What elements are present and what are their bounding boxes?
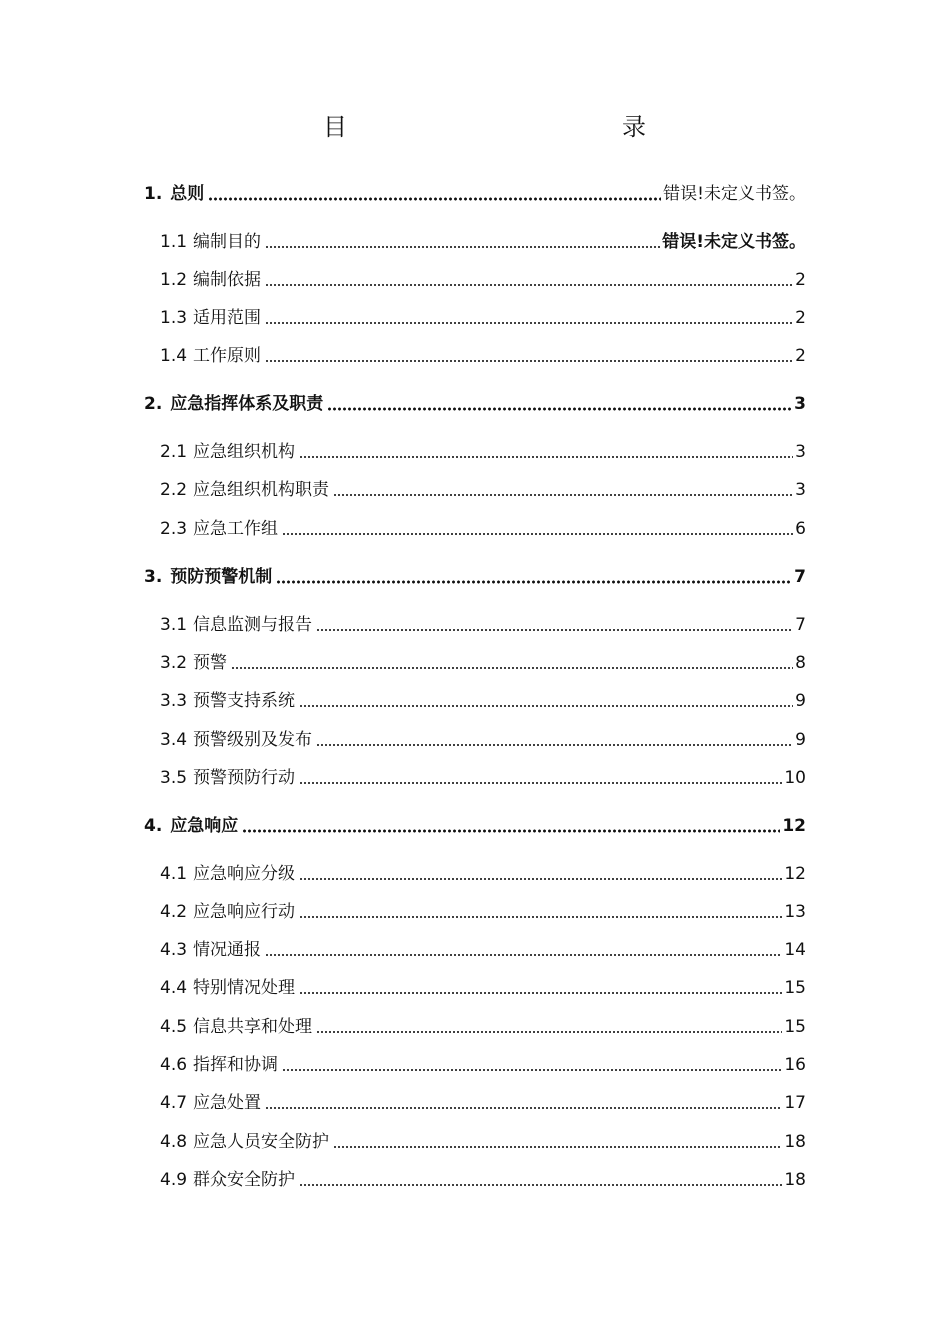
toc-entry-label: 编制目的 (193, 232, 262, 252)
toc-dot-leader (333, 1145, 782, 1149)
toc-entry-label: 预警级别及发布 (193, 730, 313, 750)
toc-chapter-entry[interactable] (144, 564, 806, 590)
toc-entry-page-number: 12 (784, 864, 806, 884)
toc-section-entry[interactable] (160, 267, 806, 293)
toc-entry-number: 4.4 (160, 978, 188, 998)
toc-entry-page-number: 7 (794, 567, 806, 587)
toc-entry-page-number: 2 (795, 308, 806, 328)
toc-entry-number: 1. (144, 184, 163, 204)
toc-dot-leader (316, 743, 793, 747)
toc-dot-leader (208, 197, 661, 201)
toc-entry-page-number: 13 (784, 902, 806, 922)
toc-dot-leader (299, 877, 782, 881)
toc-entry-number: 3.1 (160, 615, 188, 635)
toc-entry-number: 4.3 (160, 940, 188, 960)
toc-title-char-1: 目 (323, 113, 347, 141)
toc-entry-label: 预警支持系统 (193, 691, 296, 711)
toc-entry-page-number: 7 (795, 615, 806, 635)
toc-dot-leader (316, 1030, 782, 1034)
toc-section-entry[interactable] (160, 765, 806, 791)
toc-entry-page-number: 18 (784, 1132, 806, 1152)
toc-section-entry[interactable] (160, 305, 806, 331)
toc-entry-number: 1.1 (160, 232, 188, 252)
toc-entry-number: 3.5 (160, 768, 188, 788)
toc-entry-number: 3.3 (160, 691, 188, 711)
toc-entry-label: 编制依据 (193, 270, 262, 290)
toc-entry-number: 2.1 (160, 442, 188, 462)
toc-entry-label: 总则 (170, 184, 205, 204)
toc-chapter-entry[interactable] (144, 391, 806, 417)
toc-entry-page-number: 6 (795, 519, 806, 539)
toc-dot-leader (299, 455, 793, 459)
toc-entry-number: 3. (144, 567, 163, 587)
toc-section-entry[interactable] (160, 1052, 806, 1078)
toc-entry-label: 指挥和协调 (193, 1055, 279, 1075)
toc-entry-label: 应急响应 (170, 816, 239, 836)
toc-dot-leader (265, 1106, 782, 1110)
toc-entry-label: 应急响应分级 (193, 864, 296, 884)
toc-entry-page-number: 9 (795, 730, 806, 750)
toc-dot-leader (282, 1068, 782, 1072)
toc-dot-leader (265, 359, 793, 363)
toc-entry-number: 3.2 (160, 653, 188, 673)
toc-entry-label: 应急指挥体系及职责 (170, 394, 324, 414)
toc-dot-leader (276, 580, 792, 584)
toc-dot-leader (242, 829, 780, 833)
toc-entry-page-number: 18 (784, 1170, 806, 1190)
toc-dot-leader (299, 781, 782, 785)
toc-section-entry[interactable] (160, 727, 806, 753)
toc-entry-page-number: 错误!未定义书签。 (662, 232, 806, 252)
toc-title-char-2: 录 (622, 113, 646, 141)
toc-section-entry[interactable] (160, 439, 806, 465)
toc-dot-leader (265, 321, 793, 325)
toc-entry-number: 4.6 (160, 1055, 188, 1075)
toc-dot-leader (282, 532, 793, 536)
toc-section-entry[interactable] (160, 1090, 806, 1116)
toc-entry-page-number: 9 (795, 691, 806, 711)
toc-entry-label: 应急响应行动 (193, 902, 296, 922)
toc-entry-label: 应急组织机构职责 (193, 480, 330, 500)
toc-section-entry[interactable] (160, 612, 806, 638)
toc-entry-page-number: 16 (784, 1055, 806, 1075)
toc-entry-page-number: 14 (784, 940, 806, 960)
toc-entry-number: 2.3 (160, 519, 188, 539)
toc-dot-leader (299, 915, 782, 919)
toc-section-entry[interactable] (160, 516, 806, 542)
toc-entry-number: 2. (144, 394, 163, 414)
toc-entry-label: 预防预警机制 (170, 567, 273, 587)
toc-entry-page-number: 15 (784, 978, 806, 998)
toc-entry-label: 应急处置 (193, 1093, 262, 1113)
toc-dot-leader (265, 283, 793, 287)
toc-entry-label: 工作原则 (193, 346, 262, 366)
toc-entry-page-number: 2 (795, 346, 806, 366)
toc-entry-number: 1.3 (160, 308, 188, 328)
toc-chapter-entry[interactable] (144, 181, 806, 207)
toc-entry-number: 4.9 (160, 1170, 188, 1190)
toc-section-entry[interactable] (160, 229, 806, 255)
toc-entry-label: 适用范围 (193, 308, 262, 328)
toc-dot-leader (299, 991, 782, 995)
toc-entry-page-number: 2 (795, 270, 806, 290)
toc-section-entry[interactable] (160, 650, 806, 676)
toc-entry-page-number: 17 (784, 1093, 806, 1113)
toc-dot-leader (327, 407, 792, 411)
toc-entry-number: 4.8 (160, 1132, 188, 1152)
toc-entry-number: 3.4 (160, 730, 188, 750)
toc-entry-label: 特别情况处理 (193, 978, 296, 998)
toc-entry-label: 情况通报 (193, 940, 262, 960)
toc-entry-page-number: 3 (795, 480, 806, 500)
toc-entry-page-number: 错误!未定义书签。 (663, 184, 806, 204)
toc-entry-label: 预警预防行动 (193, 768, 296, 788)
toc-section-entry[interactable] (160, 937, 806, 963)
toc-entry-number: 4.2 (160, 902, 188, 922)
toc-entry-page-number: 10 (784, 768, 806, 788)
toc-entry-number: 4.7 (160, 1093, 188, 1113)
toc-entry-label: 应急组织机构 (193, 442, 296, 462)
toc-section-entry[interactable] (160, 343, 806, 369)
toc-entry-label: 预警 (193, 653, 228, 673)
toc-entry-page-number: 3 (795, 442, 806, 462)
toc-dot-leader (299, 1183, 782, 1187)
toc-entry-number: 1.4 (160, 346, 188, 366)
toc-entry-label: 应急人员安全防护 (193, 1132, 330, 1152)
toc-chapter-entry[interactable] (144, 813, 806, 839)
toc-entry-number: 4.5 (160, 1017, 188, 1037)
toc-entry-number: 2.2 (160, 480, 188, 500)
toc-dot-leader (299, 704, 793, 708)
toc-title (0, 110, 950, 144)
toc-section-entry[interactable] (160, 1014, 806, 1040)
toc-section-entry[interactable] (160, 688, 806, 714)
toc-section-entry[interactable] (160, 1167, 806, 1193)
toc-dot-leader (316, 628, 793, 632)
toc-entry-page-number: 3 (794, 394, 806, 414)
toc-dot-leader (333, 493, 793, 497)
toc-entry-page-number: 8 (795, 653, 806, 673)
toc-section-entry[interactable] (160, 899, 806, 925)
toc-entry-number: 4.1 (160, 864, 188, 884)
toc-dot-leader (265, 245, 660, 249)
toc-entry-label: 群众安全防护 (193, 1170, 296, 1190)
toc-section-entry[interactable] (160, 477, 806, 503)
toc-section-entry[interactable] (160, 975, 806, 1001)
toc-section-entry[interactable] (160, 861, 806, 887)
toc-entry-number: 4. (144, 816, 163, 836)
toc-dot-leader (231, 666, 793, 670)
toc-entry-page-number: 15 (784, 1017, 806, 1037)
toc-entry-label: 信息共享和处理 (193, 1017, 313, 1037)
toc-dot-leader (265, 953, 782, 957)
toc-entry-page-number: 12 (782, 816, 806, 836)
toc-entry-number: 1.2 (160, 270, 188, 290)
toc-entry-label: 信息监测与报告 (193, 615, 313, 635)
toc-entry-label: 应急工作组 (193, 519, 279, 539)
toc-section-entry[interactable] (160, 1129, 806, 1155)
